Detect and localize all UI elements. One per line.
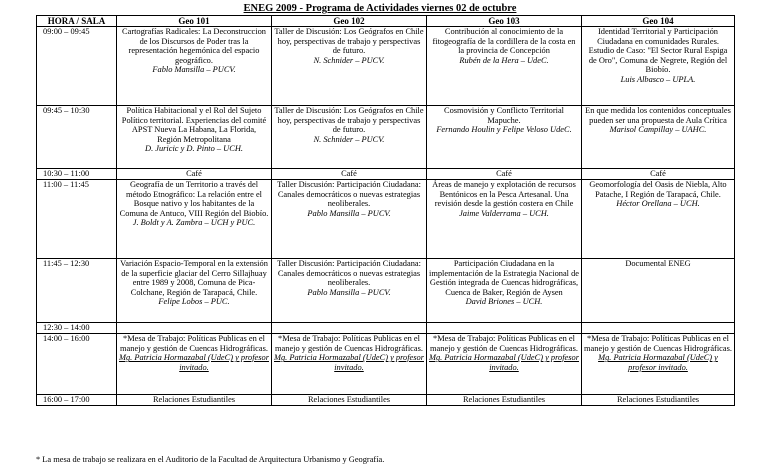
- session-cell: [582, 169, 735, 180]
- session-author: Fablo Mansilla – PUCV.: [152, 65, 236, 75]
- session-cell: [117, 180, 272, 259]
- session-title: Geomorfología del Oasis de Niebla, Alto Patache, I Región de Tarapacá, Chile.: [589, 180, 727, 199]
- session-author: D. Juricic y D. Pinto – UCH.: [145, 144, 243, 154]
- session-cell: [117, 323, 272, 334]
- session-author: Luis Albasco – UPLA.: [620, 74, 696, 84]
- session-author: Mg. Patricia Hormazabal (UdeC) y profesor invitado.: [429, 353, 579, 372]
- session-cell: [427, 169, 582, 180]
- session-cell: [272, 334, 427, 395]
- session-title: Café: [341, 169, 357, 178]
- session-author: N. Schnider – PUCV.: [313, 55, 385, 65]
- table-row: [37, 323, 735, 334]
- session-cell: [272, 169, 427, 180]
- session-title: Relaciones Estudiantiles: [616, 395, 700, 404]
- session-title: Variación Espacio-Temporal en la extensión de la superficie glaciar del Cerro Sillajhuay entre 1989 y 2008, Comuna de Pica-Colchane, Región de Tarapacá, Chile.: [120, 259, 268, 297]
- session-title: *Mesa de Trabajo: Políticas Publicas en el manejo y gestión de Cuencas Hidrográficas.: [430, 334, 578, 353]
- session-author: Felipe Lobos – PUC.: [158, 297, 230, 307]
- header-geo-104: Geo 104: [582, 16, 735, 27]
- time-slot: 14:00 – 16:00: [37, 334, 117, 395]
- session-cell: [117, 334, 272, 395]
- session-cell: [272, 395, 427, 406]
- session-author: Mg. Patricia Hormazabal (UdeC) y profesor invitado.: [274, 353, 424, 372]
- table-row: [37, 334, 735, 395]
- time-slot: 10:30 – 11:00: [37, 169, 117, 180]
- session-cell: [272, 323, 427, 334]
- session-cell: [582, 323, 735, 334]
- session-cell: [582, 27, 735, 106]
- session-author: Pablo Mansilla – PUCV.: [307, 287, 391, 297]
- session-title: Café: [650, 169, 666, 178]
- session-title: Relaciones Estudiantiles: [152, 395, 236, 404]
- header-geo-101: Geo 101: [117, 16, 272, 27]
- session-cell: [582, 106, 735, 169]
- session-title: Taller de Discusión: Los Geógrafos en Chile hoy, perspectivas de trabajo y perspectivas de futuro.: [274, 106, 424, 135]
- session-cell: [117, 106, 272, 169]
- session-title: Áreas de manejo y explotación de recursos Bentónicos en la Pesca Artesanal. Una revisión desde la gestión costera en Chile: [432, 180, 576, 209]
- session-cell: [427, 323, 582, 334]
- session-title: Identidad Territorial y Participación Ciudadana en comunidades Rurales. Estudio de Caso: "El Sector Rural Espiga de Oro", Comuna de Negrete, Región del Biobío.: [588, 27, 728, 75]
- session-author: J. Boldt y A. Zambra – UCH y PUC.: [132, 218, 256, 228]
- session-cell: [427, 27, 582, 106]
- session-cell: [272, 259, 427, 323]
- session-title: *Mesa de Trabajo: Políticas Publicas en el manejo y gestión de Cuencas Hidrográficas.: [275, 334, 423, 353]
- page-title: ENEG 2009 - Programa de Actividades viernes 02 de octubre: [243, 3, 517, 14]
- session-cell: [117, 27, 272, 106]
- session-title: Relaciones Estudiantiles: [462, 395, 546, 404]
- session-title: Cosmovisión y Conflicto Territorial Mapuche.: [444, 106, 564, 125]
- session-title: Cartografías Radicales: La Deconstruccion de los Discursos de Poder tras la representación hegemónica del espacio geográfico.: [122, 27, 266, 65]
- table-row: [37, 106, 735, 169]
- table-row: [37, 169, 735, 180]
- table-row: [37, 395, 735, 406]
- session-title: Contribución al conocimiento de la fitogeografía de la cordillera de la costa en la provincia de Concepción: [432, 27, 576, 56]
- session-cell: [117, 259, 272, 323]
- session-title: Relaciones Estudiantiles: [307, 395, 391, 404]
- session-cell: [582, 395, 735, 406]
- table-row: [37, 180, 735, 259]
- session-author: Jaime Valderrama – UCH.: [459, 208, 549, 218]
- session-title: En que medida los contenidos conceptuales pueden ser una propuesta de Aula Crítica: [585, 106, 731, 125]
- header-hora-sala: HORA / SALA: [37, 16, 117, 27]
- session-title: Política Habitacional y el Rol del Sujeto Político territorial. Experiencias del comité APST Nueva La Habana, La Florida, Región Metropolitana: [121, 106, 267, 144]
- session-author: Rubén de la Hera – UdeC.: [459, 55, 549, 65]
- session-author: Héctor Orellana – UCH.: [616, 199, 700, 209]
- session-title: Café: [186, 169, 202, 178]
- session-cell: [272, 106, 427, 169]
- session-title: Documental ENEG: [625, 259, 691, 268]
- session-title: Taller Discusión: Participación Ciudadana: Canales democráticos o nuevas estrategias neoliberales.: [277, 259, 421, 288]
- session-cell: [427, 259, 582, 323]
- session-title: *Mesa de Trabajo: Políticas Publicas en el manejo y gestión de Cuencas Hidrográficas.: [120, 334, 268, 353]
- session-title: *Mesa de Trabajo: Políticas Publicas en el manejo y gestión de Cuencas Hidrográficas.: [584, 334, 732, 353]
- session-cell: [272, 180, 427, 259]
- time-slot: 11:45 – 12:30: [37, 259, 117, 323]
- session-title: Geografía de un Territorio a través del método Etnográfico: La relación entre el Bosque nativo y los habitantes de la Comuna de Antuco, VIII Región del Biobío.: [119, 180, 269, 218]
- session-author: Fernando Houlin y Felipe Veloso UdeC.: [436, 125, 572, 135]
- header-geo-102: Geo 102: [272, 16, 427, 27]
- time-slot: 16:00 – 17:00: [37, 395, 117, 406]
- session-author: N. Schnider – PUCV.: [313, 134, 385, 144]
- session-author: David Briones – UCH.: [465, 297, 543, 307]
- session-cell: [117, 395, 272, 406]
- schedule-table: [36, 15, 735, 406]
- session-cell: [427, 180, 582, 259]
- session-author: Mg. Patricia Hormazabal (UdeC) y profesor invitado.: [598, 353, 718, 372]
- header-row: [37, 16, 735, 27]
- time-slot: 11:00 – 11:45: [37, 180, 117, 259]
- session-cell: [427, 395, 582, 406]
- session-cell: [427, 334, 582, 395]
- session-author: Marisol Campillay – UAHC.: [609, 125, 707, 135]
- session-author: Pablo Mansilla – PUCV.: [307, 208, 391, 218]
- time-slot: 09:00 – 09:45: [37, 27, 117, 106]
- table-row: [37, 27, 735, 106]
- footnote: * La mesa de trabajo se realizara en el Auditorio de la Facultad de Arquitectura Urbanismo y Geografía.: [36, 455, 385, 464]
- session-author: Mg. Patricia Hormazabal (UdeC) y profesor invitado.: [119, 353, 269, 372]
- session-cell: [582, 334, 735, 395]
- session-title: Taller de Discusión: Los Geógrafos en Chile hoy, perspectivas de trabajo y perspectivas de futuro.: [274, 27, 424, 56]
- session-cell: [272, 27, 427, 106]
- session-title: Café: [496, 169, 512, 178]
- time-slot: 09:45 – 10:30: [37, 106, 117, 169]
- session-title: Taller Discusión: Participación Ciudadana: Canales democráticos o nuevas estrategias neoliberales.: [277, 180, 421, 209]
- session-cell: [427, 106, 582, 169]
- time-slot: 12:30 – 14:00: [37, 323, 117, 334]
- table-row: [37, 259, 735, 323]
- session-cell: [582, 259, 735, 323]
- session-title: Participación Ciudadana en la implementación de la Estrategia Nacional de Gestión integrada de Cuencas hidrográficas, Cuenca de Baker, Región de Aysen: [429, 259, 579, 297]
- header-geo-103: Geo 103: [427, 16, 582, 27]
- session-cell: [582, 180, 735, 259]
- session-cell: [117, 169, 272, 180]
